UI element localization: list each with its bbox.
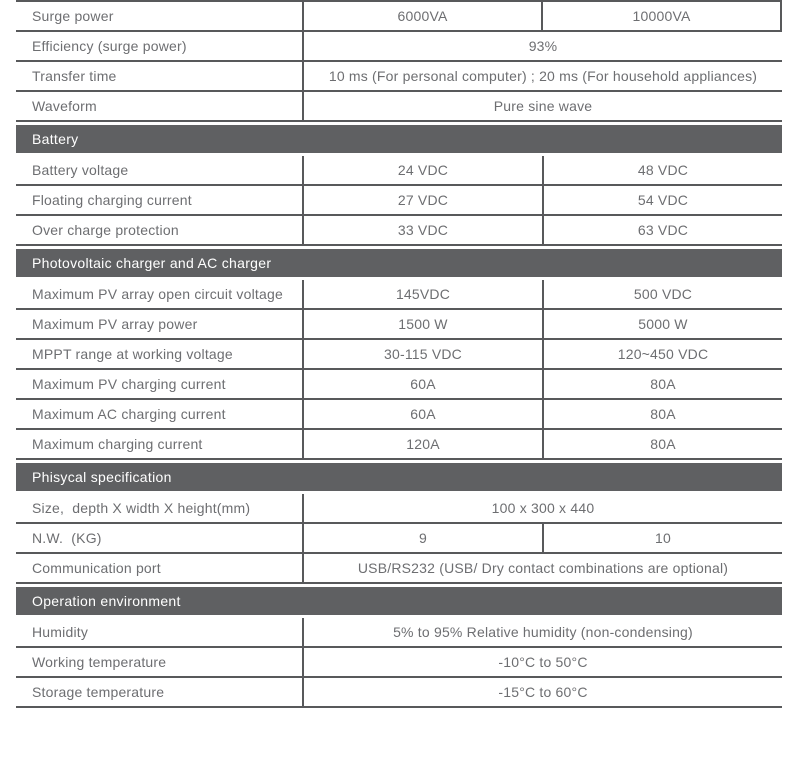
spec-label: MPPT range at working voltage: [32, 346, 233, 362]
spec-value: 24 VDC: [302, 156, 542, 184]
table-row: [16, 32, 782, 62]
spec-value: 10: [542, 524, 782, 552]
spec-label: Communication port: [32, 560, 161, 576]
spec-label: Floating charging current: [32, 192, 192, 208]
spec-label: Over charge protection: [32, 222, 179, 238]
spec-value-span: 93%: [302, 32, 782, 60]
table-row: [16, 524, 782, 554]
spec-value: 63 VDC: [542, 216, 782, 244]
spec-label: Humidity: [32, 624, 89, 640]
spec-value: 60A: [302, 400, 542, 428]
spec-label: Waveform: [32, 98, 97, 114]
section-header: Battery: [16, 125, 782, 153]
table-row: [16, 62, 782, 92]
spec-value: 145VDC: [302, 280, 542, 308]
table-row: [16, 92, 782, 122]
spec-value-span: -15°C to 60°C: [302, 678, 782, 706]
spec-label: Transfer time: [32, 68, 117, 84]
spec-label: Battery voltage: [32, 162, 129, 178]
spec-value: 80A: [542, 430, 782, 458]
spec-value: 9: [302, 524, 542, 552]
table-row: [16, 2, 782, 32]
spec-value-span: 5% to 95% Relative humidity (non-condensing): [302, 618, 782, 646]
spec-value: 33 VDC: [302, 216, 542, 244]
spec-value: 80A: [542, 400, 782, 428]
spec-value-span: USB/RS232 (USB/ Dry contact combinations are optional): [302, 554, 782, 582]
spec-value: 500 VDC: [542, 280, 782, 308]
spec-value: 120~450 VDC: [542, 340, 782, 368]
spec-label: Maximum AC charging current: [32, 406, 226, 422]
spec-value-span: -10°C to 50°C: [302, 648, 782, 676]
spec-value: 60A: [302, 370, 542, 398]
spec-value: 48 VDC: [542, 156, 782, 184]
table-row: [16, 280, 782, 310]
spec-value: 6000VA: [302, 2, 541, 30]
table-row: [16, 186, 782, 216]
spec-label: Maximum PV array power: [32, 316, 198, 332]
table-row: [16, 494, 782, 524]
spec-label: Size, depth X width X height(mm): [32, 500, 251, 516]
spec-value: 120A: [302, 430, 542, 458]
spec-value-span: 10 ms (For personal computer) ; 20 ms (For household appliances): [302, 62, 782, 90]
table-row: [16, 310, 782, 340]
spec-table: [16, 0, 782, 708]
spec-value: 27 VDC: [302, 186, 542, 214]
spec-value: 80A: [542, 370, 782, 398]
spec-label: Working temperature: [32, 654, 167, 670]
table-row: [16, 156, 782, 186]
table-row: [16, 340, 782, 370]
spec-label: Efficiency (surge power): [32, 38, 187, 54]
spec-label: Maximum PV charging current: [32, 376, 226, 392]
spec-label: Maximum charging current: [32, 436, 203, 452]
spec-value-span: 100 x 300 x 440: [302, 494, 782, 522]
table-row: [16, 554, 782, 584]
table-row: [16, 216, 782, 246]
spec-label: Maximum PV array open circuit voltage: [32, 286, 283, 302]
section-header: Phisycal specification: [16, 463, 782, 491]
section-header: Operation environment: [16, 587, 782, 615]
spec-value: 1500 W: [302, 310, 542, 338]
spec-value: 5000 W: [542, 310, 782, 338]
spec-value: 10000VA: [541, 2, 782, 30]
table-row: [16, 400, 782, 430]
spec-value-span: Pure sine wave: [302, 92, 782, 120]
table-row: [16, 430, 782, 460]
spec-label: Storage temperature: [32, 684, 165, 700]
table-row: [16, 370, 782, 400]
table-row: [16, 648, 782, 678]
spec-value: 30-115 VDC: [302, 340, 542, 368]
table-row: [16, 678, 782, 708]
spec-label: N.W. (KG): [32, 530, 102, 546]
spec-value: 54 VDC: [542, 186, 782, 214]
section-header: Photovoltaic charger and AC charger: [16, 249, 782, 277]
table-row: [16, 618, 782, 648]
spec-label: Surge power: [32, 8, 114, 24]
